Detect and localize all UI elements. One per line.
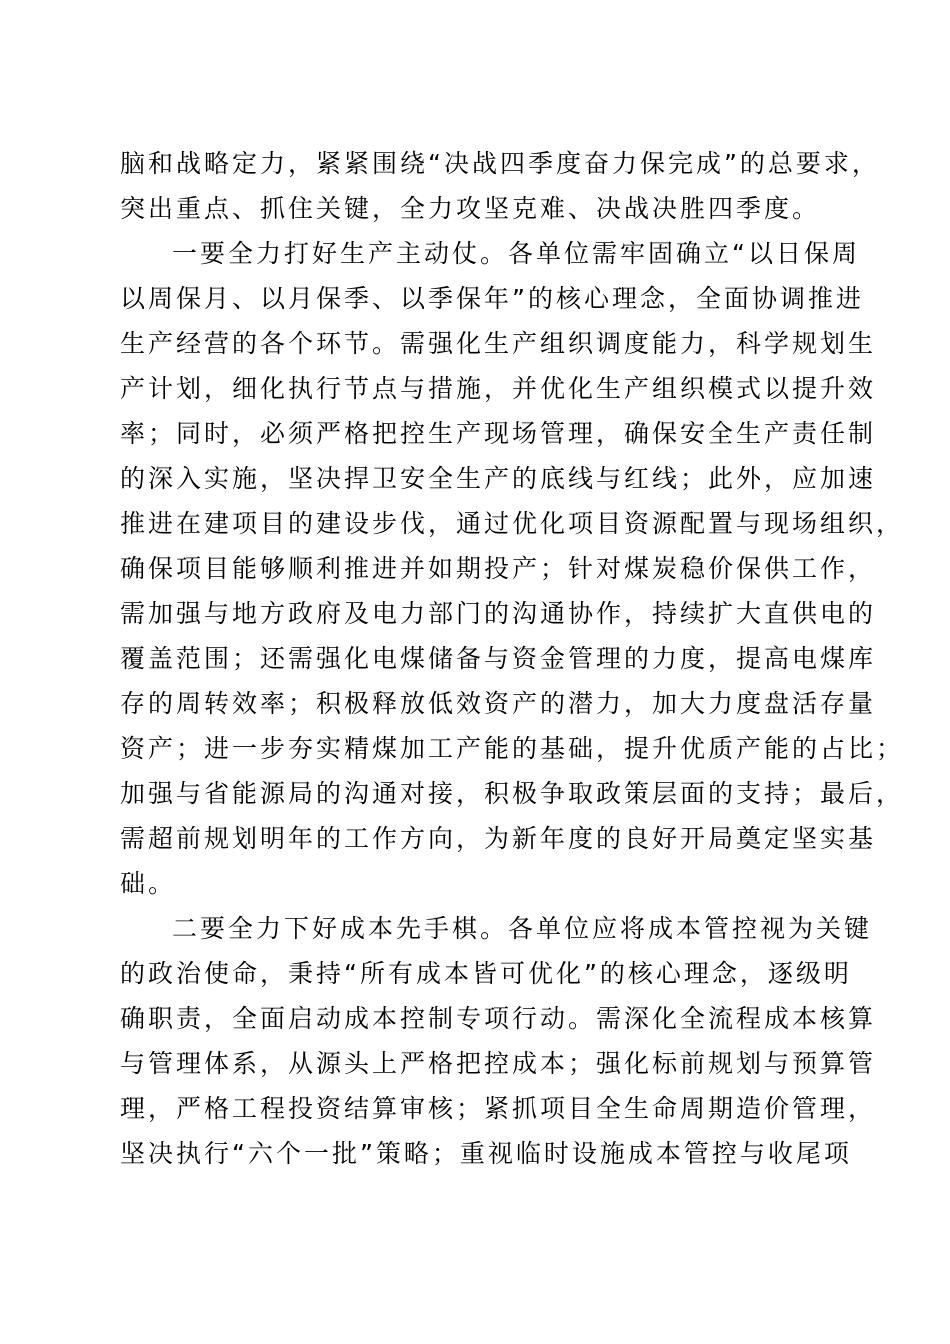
text-line: 需加强与地方政府及电力部门的沟通协作，持续扩大直供电的 bbox=[120, 599, 877, 628]
text-line: 率；同时，必须严格把控生产现场管理，确保安全生产责任制 bbox=[120, 419, 877, 448]
text-line: 推进在建项目的建设步伐，通过优化项目资源配置与现场组织， bbox=[120, 509, 905, 538]
text-line: 需超前规划明年的工作方向，为新年度的良好开局奠定坚实基 bbox=[120, 824, 877, 853]
text-line: 与管理体系，从源头上严格把控成本；强化标前规划与预算管 bbox=[120, 1049, 877, 1078]
text-line: 理，严格工程投资结算审核；紧抓项目全生命周期造价管理， bbox=[120, 1094, 877, 1123]
text-line: 确保项目能够顺利推进并如期投产；针对煤炭稳价保供工作， bbox=[120, 554, 877, 583]
text-line: 突出重点、抓住关键，全力攻坚克难、决战决胜四季度。 bbox=[120, 194, 821, 223]
text-line: 一要全力打好生产主动仗。各单位需牢固确立“以日保周 bbox=[172, 239, 860, 268]
text-line: 的政治使命，秉持“所有成本皆可优化”的核心理念，逐级明 bbox=[120, 959, 852, 988]
text-line: 坚决执行“六个一批”策略；重视临时设施成本管控与收尾项 bbox=[120, 1139, 852, 1168]
text-line: 的深入实施，坚决捍卫安全生产的底线与红线；此外，应加速 bbox=[120, 464, 877, 493]
text-line: 资产；进一步夯实精煤加工产能的基础，提升优质产能的占比； bbox=[120, 734, 905, 763]
text-line: 生产经营的各个环节。需强化生产组织调度能力，科学规划生 bbox=[120, 329, 877, 358]
text-line: 确职责，全面启动成本控制专项行动。需深化全流程成本核算 bbox=[120, 1004, 877, 1033]
text-line: 以周保月、以月保季、以季保年”的核心理念，全面协调推进 bbox=[120, 284, 864, 313]
text-line: 覆盖范围；还需强化电煤储备与资金管理的力度，提高电煤库 bbox=[120, 644, 877, 673]
text-line: 二要全力下好成本先手棋。各单位应将成本管控视为关键 bbox=[172, 914, 873, 943]
text-line: 存的周转效率；积极释放低效资产的潜力，加大力度盘活存量 bbox=[120, 689, 877, 718]
text-line: 础。 bbox=[120, 869, 177, 898]
text-line: 加强与省能源局的沟通对接，积极争取政策层面的支持；最后， bbox=[120, 779, 905, 808]
text-line: 脑和战略定力，紧紧围绕“决战四季度奋力保完成”的总要求， bbox=[120, 149, 880, 178]
text-line: 产计划，细化执行节点与措施，并优化生产组织模式以提升效 bbox=[120, 374, 877, 403]
